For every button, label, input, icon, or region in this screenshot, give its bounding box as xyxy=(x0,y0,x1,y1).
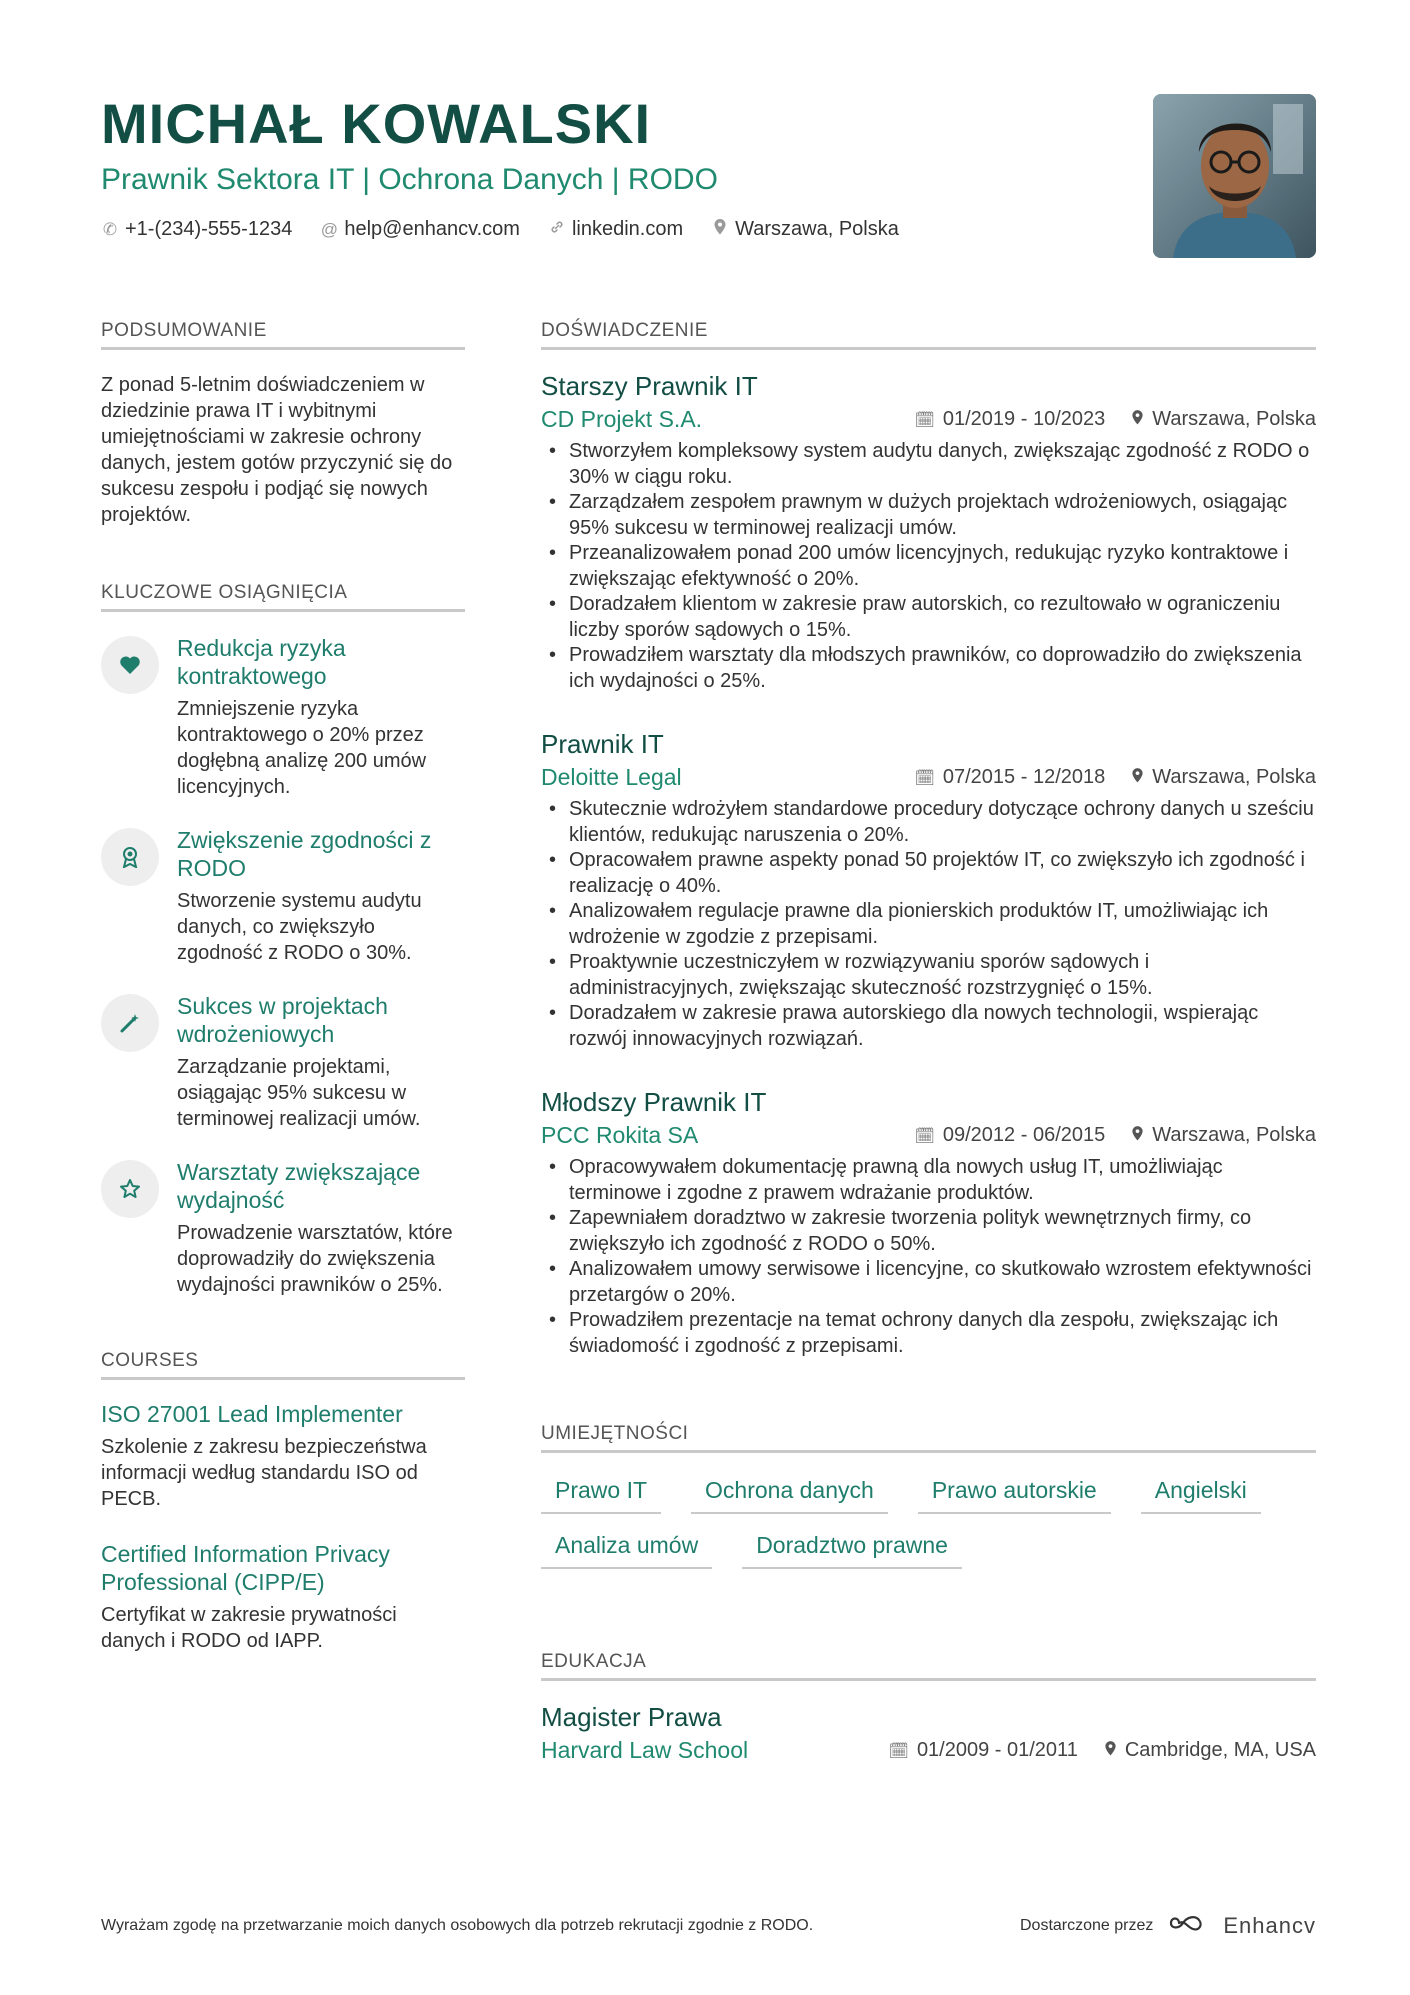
skill-tag: Prawo autorskie xyxy=(918,1477,1111,1514)
job-bullets xyxy=(541,439,1316,694)
job-company: CD Projekt S.A. xyxy=(541,406,703,432)
job-bullet: • Stworzyłem kompleksowy system audytu danych, zwiększając zgodność z RODO o 30% w ciągu roku. xyxy=(541,439,1316,490)
job-bullet: • Skutecznie wdrożyłem standardowe procedury dotyczące ochrony danych u sześciu klientów, redukując naruszenia o 20%. xyxy=(541,797,1316,848)
experience-section xyxy=(541,320,1316,1359)
job-bullet: • Opracowałem prawne aspekty ponad 50 projektów IT, co zwiększyło ich zgodność i realizację o 40%. xyxy=(541,848,1316,899)
skills-section xyxy=(541,1423,1316,1569)
phone-icon: ✆ xyxy=(102,219,118,239)
job-bullet: • Zapewniałem doradztwo w zakresie tworzenia polityk wewnętrznych firmy, co zwiększyło ich zgodność z RODO o 50%. xyxy=(541,1206,1316,1257)
skills-heading: UMIEJĘTNOŚCI xyxy=(541,1423,1316,1453)
summary-heading: PODSUMOWANIE xyxy=(101,320,465,350)
course-item xyxy=(101,1540,465,1654)
achievement-item xyxy=(101,1158,465,1298)
achievements-section xyxy=(101,582,465,1298)
left-column xyxy=(101,320,465,1654)
contact-email[interactable] xyxy=(320,218,520,241)
right-column xyxy=(541,320,1316,1764)
education-dates: 01/2009 - 01/2011 xyxy=(916,1739,1078,1761)
contact-linkedin-text: linkedin.com xyxy=(571,218,684,240)
job-bullet: • Prowadziłem prezentacje na temat ochrony danych dla zespołu, zwiększając ich świadomość i zgodność z przepisami. xyxy=(541,1308,1316,1359)
achievements-heading: KLUCZOWE OSIĄGNIĘCIA xyxy=(101,582,465,612)
profile-photo xyxy=(1153,94,1316,258)
location-icon xyxy=(1131,1125,1144,1147)
skills-list xyxy=(541,1477,1316,1569)
achievement-desc: Stworzenie systemu audytu danych, co zwiększyło zgodność z RODO o 30%. xyxy=(177,890,422,964)
powered-by[interactable] xyxy=(1020,1912,1316,1939)
page-footer xyxy=(101,1912,1316,1939)
job-dates: 01/2019 - 10/2023 xyxy=(942,408,1106,430)
experience-heading: DOŚWIADCZENIE xyxy=(541,320,1316,350)
job-bullets xyxy=(541,797,1316,1052)
job-location: Warszawa, Polska xyxy=(1152,766,1316,788)
location-icon xyxy=(1131,767,1144,789)
achievement-title: Sukces w projektach wdrożeniowych xyxy=(177,993,388,1047)
course-item xyxy=(101,1400,465,1512)
contact-phone[interactable] xyxy=(101,218,292,241)
summary-text: Z ponad 5-letnim doświadczeniem w dziedzinie prawa IT i wybitnymi umiejętnościami w zakresie ochrony danych, jestem gotów przyczynić się do sukcesu zespołu i podjąć się nowych projektów. xyxy=(101,374,453,526)
job-dates: 07/2015 - 12/2018 xyxy=(942,766,1106,788)
job-title: Prawnik IT xyxy=(541,729,664,759)
job-title: Młodszy Prawnik IT xyxy=(541,1087,767,1117)
award-icon xyxy=(101,828,159,886)
achievement-desc: Prowadzenie warsztatów, które doprowadziły do zwiększenia wydajności prawników o 25%. xyxy=(177,1222,453,1296)
job-bullet: • Opracowywałem dokumentację prawną dla nowych usług IT, umożliwiając terminowe i zgodne z prawem wdrażanie produktów. xyxy=(541,1155,1316,1206)
job-bullet: • Doradzałem klientom w zakresie praw autorskich, co rezultowało w ograniczeniu liczby sporów sądowych o 15%. xyxy=(541,592,1316,643)
achievement-title: Warsztaty zwiększające wydajność xyxy=(177,1159,421,1213)
job-location: Warszawa, Polska xyxy=(1152,408,1316,430)
achievement-item xyxy=(101,992,465,1132)
location-icon xyxy=(1104,1740,1117,1762)
contact-linkedin[interactable] xyxy=(548,218,683,241)
job-entry xyxy=(541,1086,1316,1359)
calendar-icon: 🗓︎ xyxy=(914,411,935,429)
job-bullets xyxy=(541,1155,1316,1359)
course-desc: Certyfikat w zakresie prywatności danych i RODO od IAPP. xyxy=(101,1604,397,1652)
course-title: Certified Information Privacy Professional (CIPP/E) xyxy=(101,1541,390,1595)
education-heading: EDUKACJA xyxy=(541,1651,1316,1681)
job-bullet: • Zarządzałem zespołem prawnym w dużych projektach wdrożeniowych, osiągając 95% sukcesu w terminowej realizacji umów. xyxy=(541,490,1316,541)
powered-by-label: Dostarczone przez xyxy=(1019,1916,1154,1934)
job-bullet: • Doradzałem w zakresie prawa autorskiego dla nowych technologii, wspierając rozwój innowacyjnych rozwiązań. xyxy=(541,1001,1316,1052)
skill-tag: Angielski xyxy=(1141,1477,1261,1514)
skill-tag: Ochrona danych xyxy=(691,1477,888,1514)
education-location: Cambridge, MA, USA xyxy=(1124,1739,1316,1761)
skill-tag: Analiza umów xyxy=(541,1532,712,1569)
job-bullet: • Prowadziłem warsztaty dla młodszych prawników, co doprowadziło do zwiększenia ich wydajności o 25%. xyxy=(541,643,1316,694)
courses-section xyxy=(101,1350,465,1654)
summary-section xyxy=(101,320,465,528)
skill-tag: Doradztwo prawne xyxy=(742,1532,962,1569)
course-title: ISO 27001 Lead Implementer xyxy=(101,1401,403,1427)
courses-heading: COURSES xyxy=(101,1350,465,1380)
job-dates: 09/2012 - 06/2015 xyxy=(942,1124,1106,1146)
star-icon xyxy=(101,1160,159,1218)
job-bullet: • Analizowałem umowy serwisowe i licencyjne, co skutkowało wzrostem efektywności przetargów o 20%. xyxy=(541,1257,1316,1308)
job-bullet: • Przeanalizowałem ponad 200 umów licencyjnych, redukując ryzyko kontraktowe i zwiększając efektywność o 20%. xyxy=(541,541,1316,592)
skill-tag: Prawo IT xyxy=(541,1477,661,1514)
contact-bar xyxy=(101,218,1151,241)
job-bullet: • Proaktywnie uczestniczyłem w rozwiązywaniu sporów sądowych i administracyjnych, zwiększając skuteczność rozstrzygnięć o 15%. xyxy=(541,950,1316,1001)
course-desc: Szkolenie z zakresu bezpieczeństwa informacji według standardu ISO od PECB. xyxy=(101,1436,427,1510)
achievement-item xyxy=(101,826,465,966)
enhancv-logo-icon xyxy=(1165,1912,1211,1939)
contact-location xyxy=(711,218,899,241)
achievement-desc: Zmniejszenie ryzyka kontraktowego o 20% przez dogłębną analizę 200 umów licencyjnych. xyxy=(177,698,427,798)
calendar-icon: 🗓︎ xyxy=(888,1742,909,1760)
calendar-icon: 🗓︎ xyxy=(914,1127,935,1145)
resume-header xyxy=(101,92,1151,241)
job-title: Starszy Prawnik IT xyxy=(541,371,758,401)
job-company: Deloitte Legal xyxy=(541,764,682,790)
contact-location-text: Warszawa, Polska xyxy=(735,218,899,240)
job-company: PCC Rokita SA xyxy=(541,1122,699,1148)
achievement-desc: Zarządzanie projektami, osiągając 95% sukcesu w terminowej realizacji umów. xyxy=(177,1056,421,1130)
location-icon xyxy=(1131,409,1144,431)
education-section xyxy=(541,1651,1316,1764)
education-degree: Magister Prawa xyxy=(541,1702,722,1732)
achievement-item xyxy=(101,634,465,800)
contact-phone-text: +1-(234)-555-1234 xyxy=(125,218,293,240)
contact-email-text: help@enhancv.com xyxy=(344,218,520,240)
heart-icon xyxy=(101,636,159,694)
education-entry xyxy=(541,1701,1316,1764)
magic-wand-icon xyxy=(101,994,159,1052)
education-school: Harvard Law School xyxy=(541,1737,749,1763)
job-location: Warszawa, Polska xyxy=(1152,1124,1316,1146)
calendar-icon: 🗓︎ xyxy=(914,769,935,787)
achievement-title: Redukcja ryzyka kontraktowego xyxy=(177,635,346,689)
candidate-name: MICHAŁ KOWALSKI xyxy=(101,92,652,155)
job-bullet: • Analizowałem regulacje prawne dla pionierskich produktów IT, umożliwiając ich wdrożenie w zgodzie z przepisami. xyxy=(541,899,1316,950)
brand-name: Enhancv xyxy=(1223,1912,1316,1938)
job-entry xyxy=(541,370,1316,694)
candidate-subtitle: Prawnik Sektora IT | Ochrona Danych | RODO xyxy=(101,163,718,196)
achievement-title: Zwiększenie zgodności z RODO xyxy=(177,827,432,881)
job-entry xyxy=(541,728,1316,1052)
at-icon: @ xyxy=(320,219,338,239)
consent-text: Wyrażam zgodę na przetwarzanie moich danych osobowych dla potrzeb rekrutacji zgodnie z RODO. xyxy=(101,1916,814,1934)
link-icon xyxy=(548,219,566,240)
location-icon xyxy=(711,218,729,241)
